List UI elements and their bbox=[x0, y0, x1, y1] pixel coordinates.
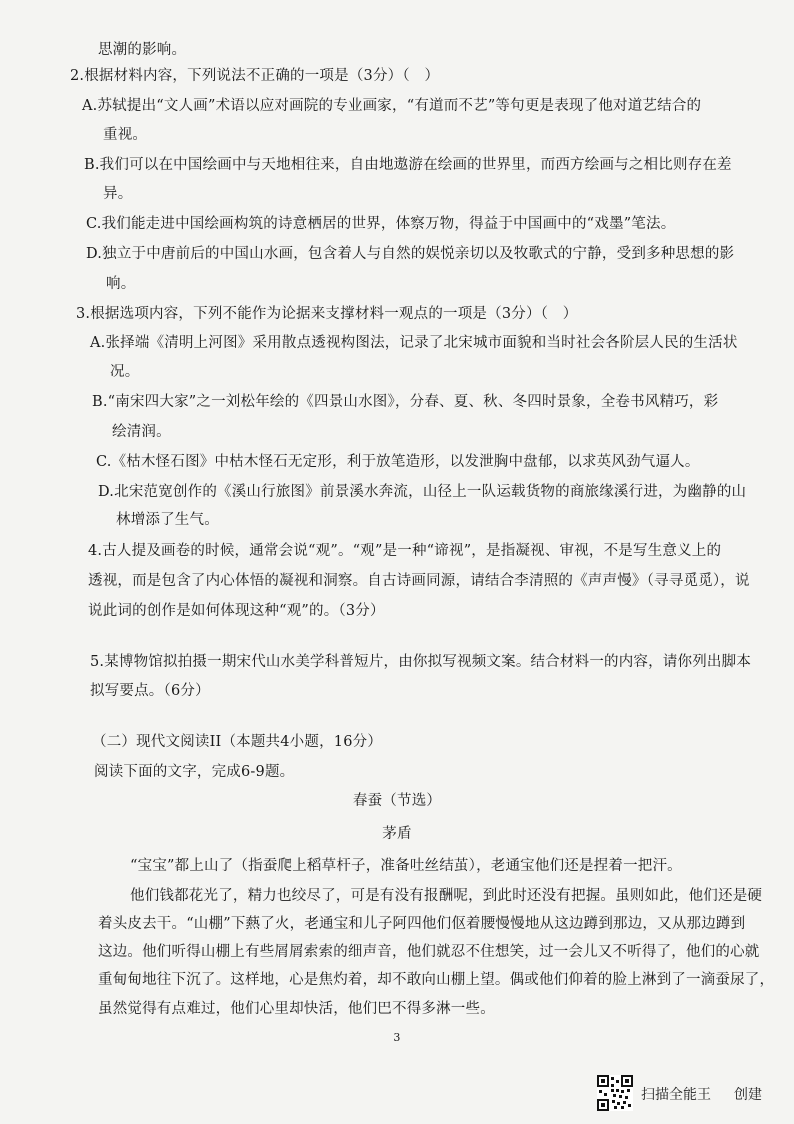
paragraph-line: “宝宝”都上山了（指蚕爬上稻草杆子，准备吐丝结茧），老通宝他们还是捏着一把汗。 bbox=[130, 858, 682, 874]
option-a: A.苏轼提出“文人画”术语以应对画院的专业画家，“有道而不艺”等句更是表现了他对道艺结合的 bbox=[82, 98, 702, 114]
passage-title: 春蚕（节选） bbox=[352, 793, 442, 809]
option-c: C.我们能走进中国绘画构筑的诗意栖居的世界，体察万物，得益于中国画中的“戏墨”笔法。 bbox=[86, 216, 676, 232]
passage-author: 茅盾 bbox=[382, 826, 412, 842]
instructions: 阅读下面的文字，完成6-9题。 bbox=[94, 764, 295, 780]
option-b: B.我们可以在中国绘画中与天地相往来，自由地遨游在绘画的世界里，而西方绘画与之相比则存在差 bbox=[84, 157, 732, 173]
option-b: B.“南宋四大家”之一刘松年绘的《四景山水图》，分春、夏、秋、冬四时景象，全卷书风精巧，彩 bbox=[92, 394, 719, 410]
text-line: 况。 bbox=[110, 364, 140, 380]
paragraph-line: 他们钱都花光了，精力也绞尽了，可是有没有报酬呢，到此时还没有把握。虽则如此，他们还是硬 bbox=[130, 888, 763, 904]
text-line: 异。 bbox=[103, 186, 133, 202]
text-line: 透视，而是包含了内心体悟的凝视和洞察。自古诗画同源，请结合李清照的《声声慢》（寻寻觅觅），说 bbox=[88, 573, 750, 589]
question-2: 2.根据材料内容，下列说法不正确的一项是（3分）（ ） bbox=[70, 68, 440, 84]
option-d: D.北宋范宽创作的《溪山行旅图》前景溪水奔流，山径上一队运载货物的商旅缘溪行进，为幽静的山 bbox=[98, 484, 747, 500]
paragraph-line: 这边。他们听得山棚上有些屑屑索索的细声音，他们就忍不住想笑，过一会儿又不听得了，他们的心就 bbox=[98, 944, 760, 960]
paragraph-line: 重甸甸地往下沉了。这样地，心是焦灼着，却不敢向山棚上望。偶或他们仰着的脸上淋到了一滴蚕尿了， bbox=[98, 972, 775, 988]
question-5: 5.某博物馆拟拍摄一期宋代山水美学科普短片，由你拟写视频文案。结合材料一的内容，请你列出脚本 bbox=[90, 654, 752, 670]
paragraph-line: 着头皮去干。“山棚”下爇了火，老通宝和儿子阿四他们伛着腰慢慢地从这边蹲到那边，又从那边蹲到 bbox=[98, 916, 746, 932]
qr-code-icon bbox=[597, 1075, 633, 1111]
text-line: 拟写要点。（6分） bbox=[90, 683, 210, 699]
text-line: 重视。 bbox=[103, 127, 148, 143]
text-line: 说此词的创作是如何体现这种“观”的。（3分） bbox=[88, 603, 385, 619]
question-3: 3.根据选项内容，下列不能作为论据来支撑材料一观点的一项是（3分）（ ） bbox=[76, 306, 578, 322]
page-number: 3 bbox=[393, 1031, 401, 1044]
text-line: 思潮的影响。 bbox=[98, 42, 187, 58]
text-line: 林增添了生气。 bbox=[116, 512, 219, 528]
option-c: C.《枯木怪石图》中枯木怪石无定形，利于放笔造形，以发泄胸中盘郁，以求英风劲气逼人。 bbox=[96, 454, 700, 470]
section-heading: （二）现代文阅读II（本题共4小题，16分） bbox=[92, 734, 383, 750]
paragraph-line: 虽然觉得有点难过，他们心里却快活，他们巴不得多淋一些。 bbox=[98, 1001, 495, 1017]
option-a: A.张择端《清明上河图》采用散点透视构图法，记录了北宋城市面貌和当时社会各阶层人民的生活状 bbox=[90, 335, 738, 351]
text-line: 绘清润。 bbox=[112, 424, 171, 440]
scanner-app-name: 扫描全能王 bbox=[641, 1087, 711, 1103]
text-line: 响。 bbox=[106, 276, 136, 292]
question-4: 4.古人提及画卷的时候，通常会说“观”。“观”是一种“谛视”，是指凝视、审视，不是写生意义上的 bbox=[88, 543, 722, 559]
option-d: D.独立于中唐前后的中国山水画，包含着人与自然的娱悦亲切以及牧歌式的宁静，受到多种思想的影 bbox=[86, 246, 735, 262]
scanner-action: 创建 bbox=[734, 1087, 762, 1103]
